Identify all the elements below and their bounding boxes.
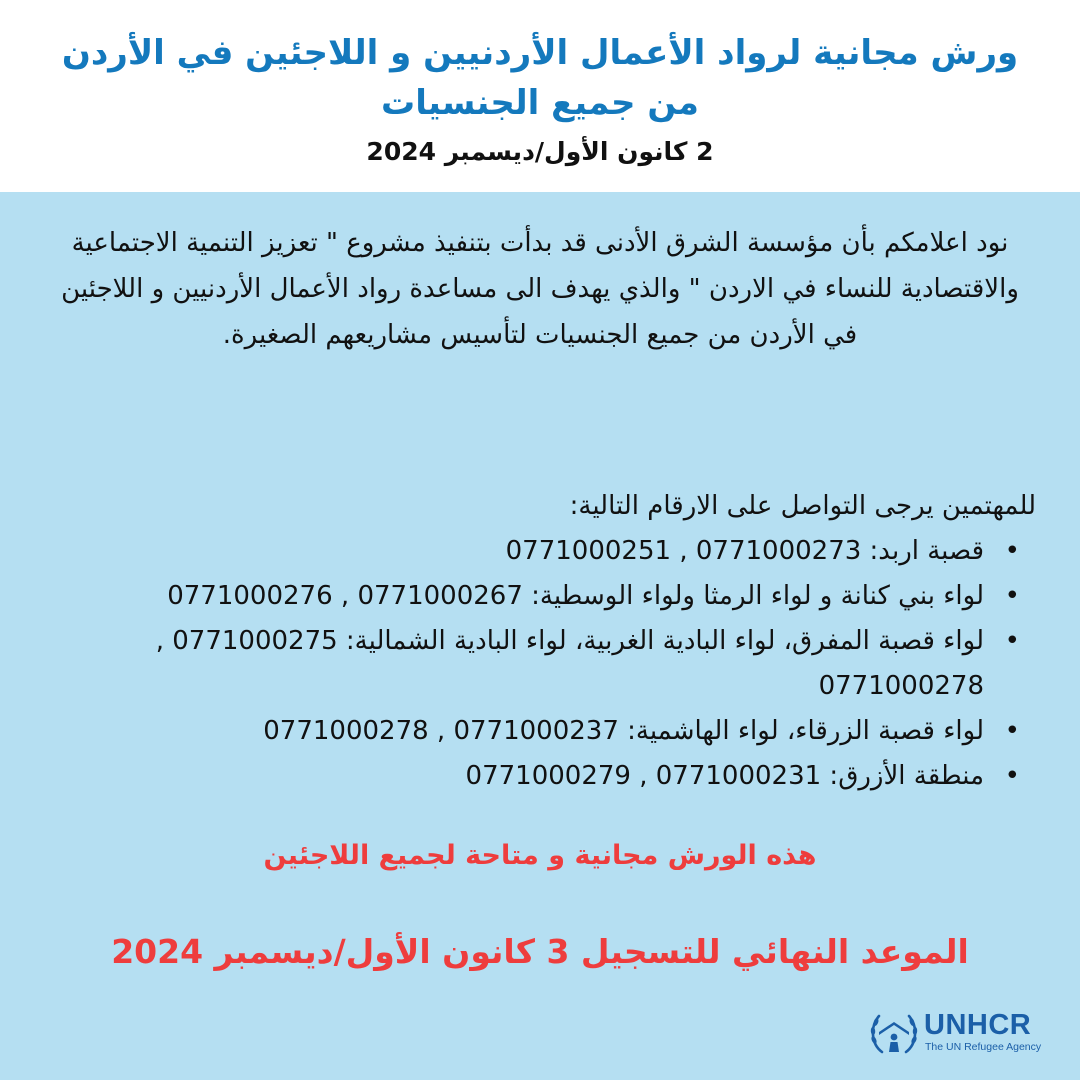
contact-item: • قصبة اربد: 0771000273 , 0771000251 xyxy=(46,529,984,574)
contact-item: • منطقة الأزرق: 0771000231 , 0771000279 xyxy=(46,754,984,799)
page-title: ورش مجانية لرواد الأعمال الأردنيين و اللاجئين في الأردن من جميع الجنسيات xyxy=(61,33,1019,123)
contact-item: • لواء بني كنانة و لواء الرمثا ولواء الوسطية: 0771000267 , 0771000276 xyxy=(46,574,984,619)
registration-deadline: الموعد النهائي للتسجيل 3 كانون الأول/ديسمبر 2024 xyxy=(111,932,969,971)
contact-item: • لواء قصبة المفرق، لواء البادية الغربية، لواء البادية الشمالية: 0771000275 , 0771000278 xyxy=(46,619,984,709)
contacts-list xyxy=(46,529,1036,799)
unhcr-logo xyxy=(868,1008,1058,1058)
unhcr-emblem-icon xyxy=(868,1008,920,1058)
header xyxy=(0,0,1080,192)
intro-paragraph: نود اعلامكم بأن مؤسسة الشرق الأدنى قد بدأت بتنفيذ مشروع " تعزيز التنمية الاجتماعية والاقتصادية للنساء في الاردن " والذي يهدف الى مساعدة رواد الأعمال الأردنيين و اللاجئين في الأردن من جميع الجنسيات لتأسيس مشاريعهم الصغيرة. xyxy=(61,228,1019,350)
contact-item: • لواء قصبة الزرقاء، لواء الهاشمية: 0771000237 , 0771000278 xyxy=(46,709,984,754)
logo-name: UNHCR xyxy=(924,1009,1032,1041)
content-panel xyxy=(0,192,1080,1080)
contacts-section xyxy=(46,484,1036,799)
free-workshops-note: هذه الورش مجانية و متاحة لجميع اللاجئين xyxy=(263,840,817,871)
page-date: 2 كانون الأول/ديسمبر 2024 xyxy=(366,137,714,166)
contacts-intro: للمهتمين يرجى التواصل على الارقام التالية: xyxy=(569,491,1036,521)
logo-tagline: The UN Refugee Agency xyxy=(925,1041,1042,1053)
